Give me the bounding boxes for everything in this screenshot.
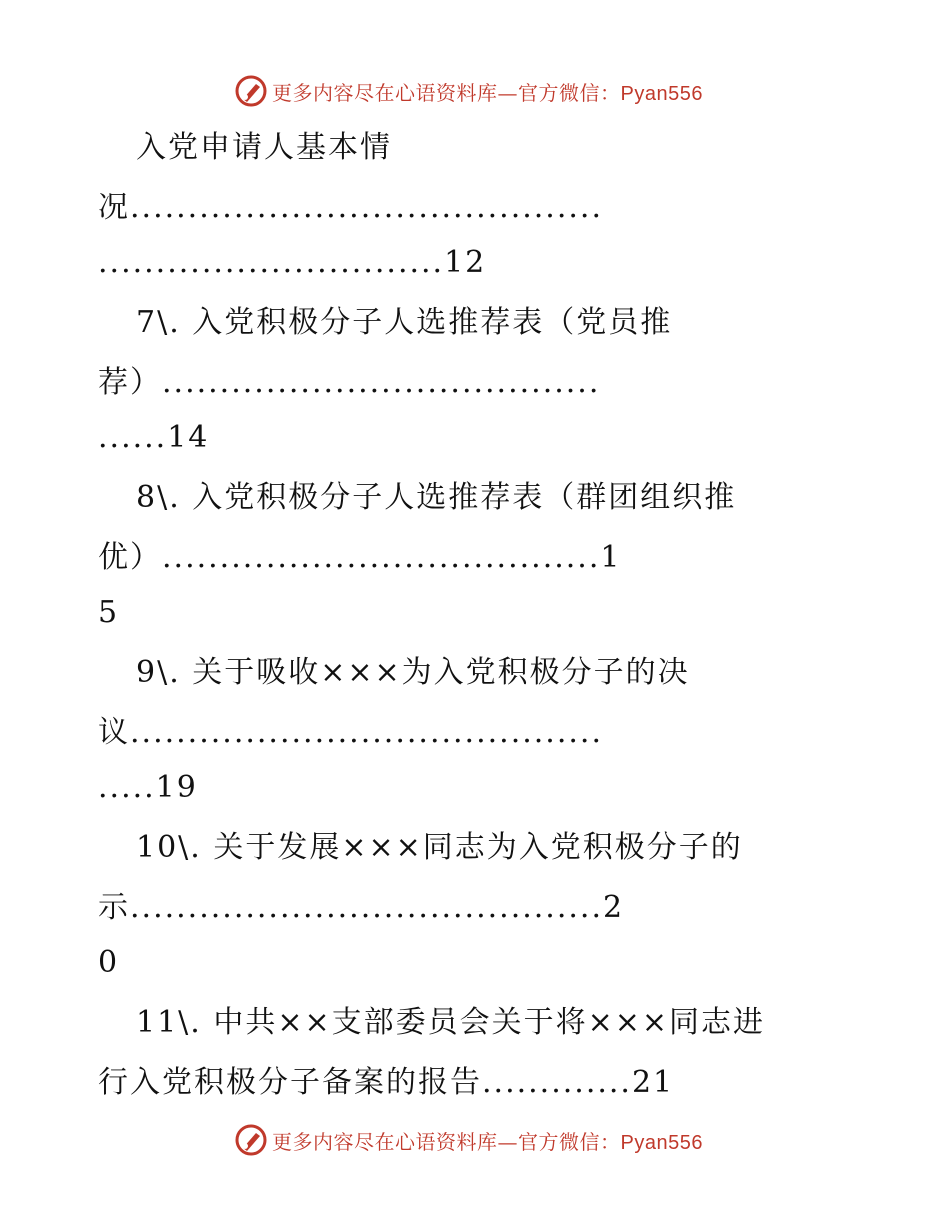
banner-text: 更多内容尽在心语资料库	[272, 1129, 498, 1154]
toc-line: 9\. 关于吸收×××为入党积极分子的决	[136, 655, 690, 690]
toc-line: 行入党积极分子备案的报告.............21	[98, 1065, 675, 1100]
toc-line: ......14	[98, 420, 210, 455]
toc-line: 荐）......................................	[98, 365, 601, 400]
toc-line: 10\. 关于发展×××同志为入党积极分子的	[136, 830, 743, 865]
header-banner	[234, 72, 703, 110]
toc-line: 示.........................................2	[98, 890, 625, 925]
toc-line: 0	[98, 945, 120, 980]
toc-line: 11\. 中共××支部委员会关于将×××同志进	[136, 1005, 766, 1040]
banner-wechat-label: 官方微信：	[518, 1129, 621, 1154]
banner-wechat-id: Pyan556	[620, 82, 703, 105]
toc-line: .....19	[98, 770, 198, 805]
toc-line: 8\. 入党积极分子人选推荐表（群团组织推	[136, 480, 737, 515]
toc-line: ..............................12	[98, 245, 487, 280]
banner-wechat-id: Pyan556	[620, 1131, 703, 1154]
banner-dash: —	[497, 80, 518, 105]
banner-text: 更多内容尽在心语资料库	[272, 80, 498, 105]
toc-line: 7\. 入党积极分子人选推荐表（党员推	[136, 305, 673, 340]
toc-line: 入党申请人基本情	[136, 130, 392, 165]
toc-line: 议.........................................	[98, 715, 603, 750]
toc-line: 况.........................................	[98, 190, 603, 225]
footer-banner	[234, 1121, 703, 1159]
banner-wechat-label: 官方微信：	[518, 80, 621, 105]
toc-line: 5	[98, 595, 120, 630]
pen-seal-logo-icon	[234, 74, 268, 108]
pen-seal-logo-icon	[234, 1123, 268, 1157]
banner-dash: —	[497, 1129, 518, 1154]
toc-line: 优）......................................1	[98, 540, 622, 575]
